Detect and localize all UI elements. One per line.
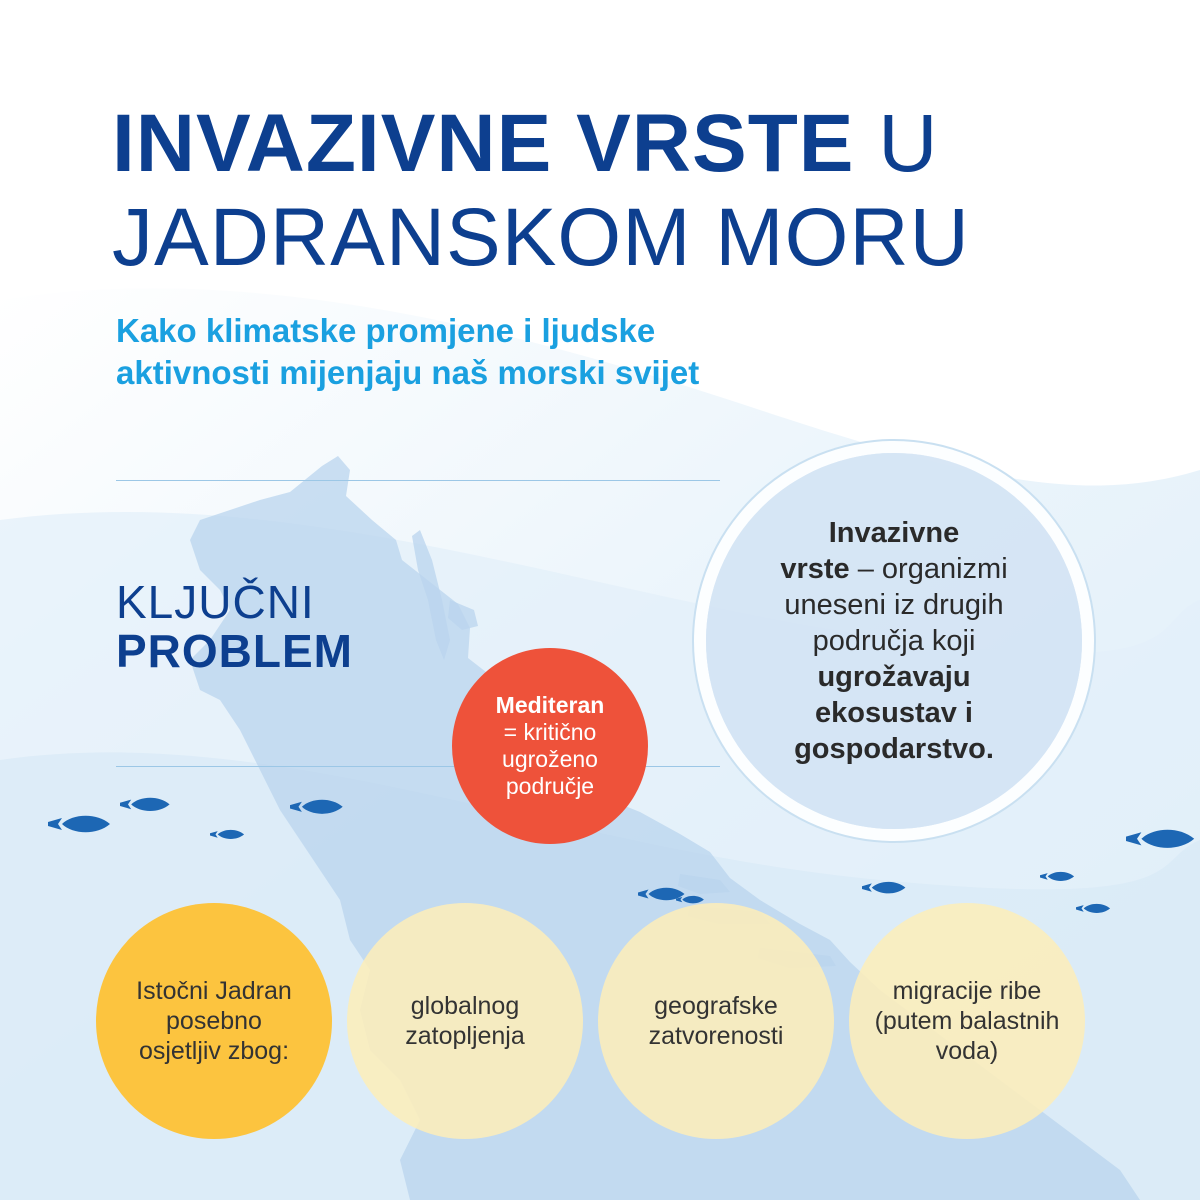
- definition-term-part2: vrste: [780, 553, 850, 585]
- title-bold: INVAZIVNE VRSTE: [112, 98, 855, 189]
- definition-circle: [706, 453, 1082, 829]
- mediterranean-line4: područje: [505, 773, 595, 799]
- key-problem-heading: [116, 578, 476, 676]
- factor-line: Istočni Jadran: [136, 977, 292, 1005]
- mediterranean-text: [496, 692, 605, 800]
- factor-line: zatvorenosti: [648, 1022, 784, 1050]
- page-title-line2: JADRANSKOM MORU: [112, 192, 970, 283]
- factor-text: [649, 991, 784, 1051]
- mediterranean-title: Mediteran: [495, 692, 605, 718]
- key-problem-line1: KLJUČNI: [116, 576, 315, 628]
- mediterranean-badge: [452, 648, 648, 844]
- definition-emphasis: ugrožavaju ekosustav i gospodarstvo.: [794, 661, 994, 765]
- factor-line: geografske: [654, 992, 778, 1020]
- definition-body: organizmi uneseni iz drugih područja koji: [784, 553, 1008, 657]
- divider-top: [116, 480, 720, 481]
- key-problem-line2: PROBLEM: [116, 625, 353, 677]
- factor-text: [405, 991, 525, 1051]
- definition-dash: –: [849, 553, 882, 585]
- factor-line: zatopljenja: [405, 1022, 525, 1050]
- factor-line: voda): [935, 1037, 999, 1065]
- page-title: [112, 96, 1172, 192]
- factor-circle-intro: [96, 903, 332, 1139]
- factor-text: [875, 976, 1060, 1066]
- subtitle-line2: aktivnosti mijenjaju naš morski svijet: [116, 354, 700, 391]
- factor-circle-global-warming: [347, 903, 583, 1139]
- definition-term-part1: Invazivne: [828, 517, 960, 549]
- factor-text: [136, 976, 292, 1066]
- subtitle: [116, 310, 876, 394]
- factor-circle-geographic-closure: [598, 903, 834, 1139]
- definition-text: [754, 515, 1034, 767]
- factor-line: osjetljiv zbog:: [138, 1037, 290, 1065]
- factor-line: globalnog: [410, 992, 520, 1020]
- mediterranean-line3: ugroženo: [502, 746, 598, 772]
- factor-line: posebno: [166, 1007, 262, 1035]
- title-light: U: [878, 98, 939, 189]
- factor-line: migracije ribe: [892, 977, 1042, 1005]
- factor-circle-fish-migration: [849, 903, 1085, 1139]
- subtitle-line1: Kako klimatske promjene i ljudske: [116, 312, 656, 349]
- mediterranean-line2: = kritično: [503, 719, 597, 745]
- factor-line: (putem balastnih: [874, 1007, 1060, 1035]
